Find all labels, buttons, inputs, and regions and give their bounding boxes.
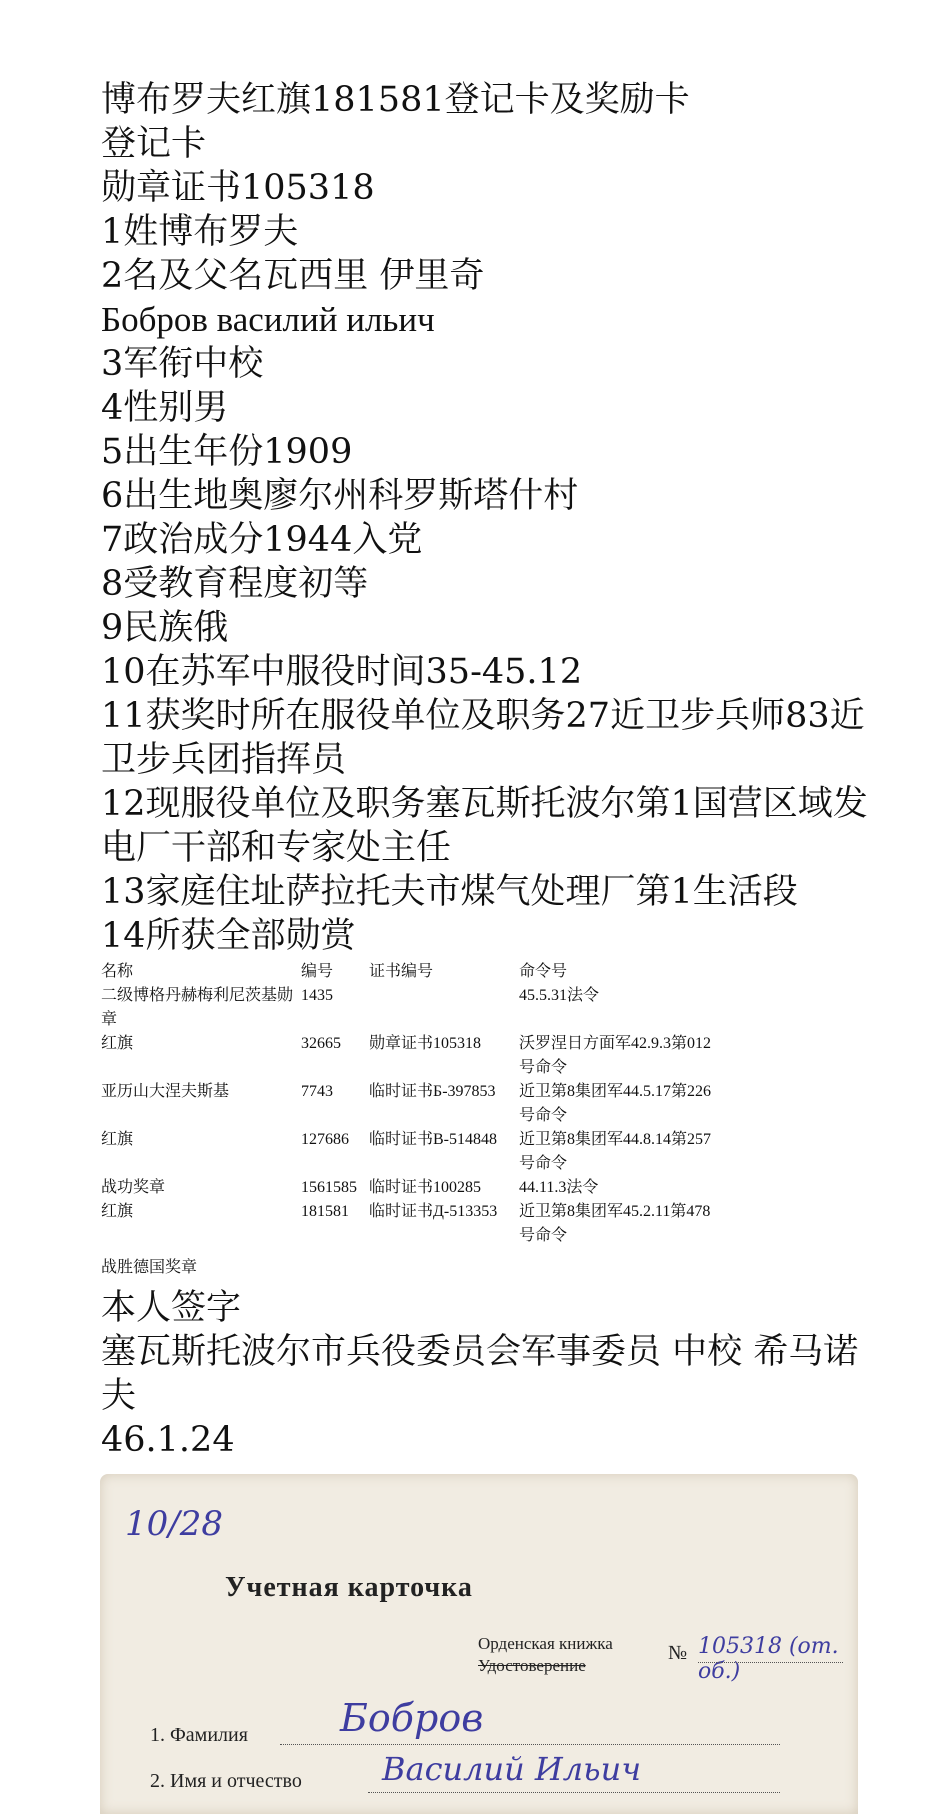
text-line: 14所获全部勋赏 (101, 916, 356, 956)
table-row (101, 1200, 719, 1248)
table-row (101, 1080, 719, 1128)
table-cell: 32665 (301, 1035, 341, 1052)
text-line: 13家庭住址萨拉托夫市煤气处理厂第1生活段 (101, 872, 798, 912)
table-row (101, 984, 719, 1032)
number-underline (698, 1662, 843, 1663)
table-cell: 7743 (301, 1083, 333, 1100)
extra-award: 战胜德国奖章 (101, 1259, 198, 1276)
column-header: 证书编号 (369, 963, 434, 980)
column-header: 编号 (301, 963, 334, 980)
table-row (101, 1176, 719, 1200)
text-line: 9民族俄 (101, 608, 229, 648)
number-value: 105318 (от. об.) (698, 1634, 839, 1684)
table-cell: 1561585 (301, 1179, 357, 1196)
text-line: 6出生地奥廖尔州科罗斯塔什村 (101, 476, 579, 516)
table-cell: 沃罗涅日方面军42.9.3第012号命令 (519, 1035, 712, 1076)
column-header: 命令号 (519, 963, 568, 980)
field-surname-value: Бобров (340, 1696, 484, 1740)
table-cell: 临时证书100285 (369, 1179, 482, 1196)
table-cell: 127686 (301, 1131, 349, 1148)
table-cell: 红旗 (101, 1203, 134, 1220)
date: 46.1.24 (101, 1420, 235, 1460)
table-row (101, 1032, 719, 1080)
text-line: 10在苏军中服役时间35-45.12 (101, 652, 583, 692)
order-book-label: Орденская книжка (478, 1634, 613, 1653)
table-cell: 临时证书В-514848 (369, 1131, 498, 1148)
text-line: 5出生年份1909 (101, 432, 353, 472)
table-cell: 45.5.31法令 (519, 987, 600, 1004)
table-cell: 亚历山大涅夫斯基 (101, 1083, 230, 1100)
table-cell: 红旗 (101, 1035, 134, 1052)
table-cell: 近卫第8集团军45.2.11第478号命令 (519, 1203, 711, 1244)
document-title: 博布罗夫红旗181581登记卡及奖励卡 (101, 80, 690, 120)
field-name-label: 2. Имя и отчество (150, 1770, 302, 1792)
text-line: 勋章证书105318 (101, 168, 375, 208)
awards-table (101, 960, 719, 1248)
signature-label: 本人签字 (101, 1288, 242, 1328)
text-line: 2名及父名瓦西里 伊里奇 (101, 256, 485, 296)
table-cell: 181581 (301, 1203, 349, 1220)
table-row (101, 1128, 719, 1176)
table-cell: 二级博格丹赫梅利尼茨基勋章 (101, 987, 294, 1028)
field-surname-underline (280, 1744, 780, 1745)
text-line-russian-name: Бобров василий ильич (101, 300, 435, 339)
table-cell (369, 984, 519, 1032)
committee-signature: 塞瓦斯托波尔市兵役委员会军事委员 中校 希马诺夫 (101, 1332, 859, 1416)
column-header: 名称 (101, 963, 134, 980)
certificate-label: Удостоверение (478, 1656, 586, 1675)
text-line: 登记卡 (101, 124, 207, 164)
table-cell: 临时证书Б-397853 (369, 1083, 496, 1100)
table-cell: 近卫第8集团军44.5.17第226号命令 (519, 1083, 712, 1124)
table-cell: 临时证书Д-513353 (369, 1203, 498, 1220)
field-surname-label: 1. Фамилия (150, 1724, 248, 1746)
table-cell: 战功奖章 (101, 1179, 166, 1196)
table-cell: 44.11.3法令 (519, 1179, 599, 1196)
number-label: № (668, 1642, 688, 1664)
text-line: 3军衔中校 (101, 344, 264, 384)
text-line: 11获奖时所在服役单位及职务27近卫步兵师83近卫步兵团指挥员 (101, 696, 865, 780)
text-line: 1姓博布罗夫 (101, 212, 299, 252)
text-line: 8受教育程度初等 (101, 564, 369, 604)
scanned-registration-card (100, 1474, 858, 1814)
table-cell: 近卫第8集团军44.8.14第257号命令 (519, 1131, 712, 1172)
card-heading: Учетная карточка (225, 1572, 473, 1603)
translation-text (101, 78, 881, 1462)
table-header-row (101, 960, 719, 984)
table-cell: 红旗 (101, 1131, 134, 1148)
table-cell: 1435 (301, 987, 333, 1004)
field-name-underline (368, 1792, 780, 1793)
text-line: 12现服役单位及职务塞瓦斯托波尔第1国营区域发电厂干部和专家处主任 (101, 784, 868, 868)
table-cell: 勋章证书105318 (369, 1035, 482, 1052)
field-name-value: Василий Ильич (382, 1750, 642, 1788)
text-line: 7政治成分1944入党 (101, 520, 423, 560)
text-line: 4性别男 (101, 388, 229, 428)
corner-note: 10/28 (125, 1504, 223, 1544)
